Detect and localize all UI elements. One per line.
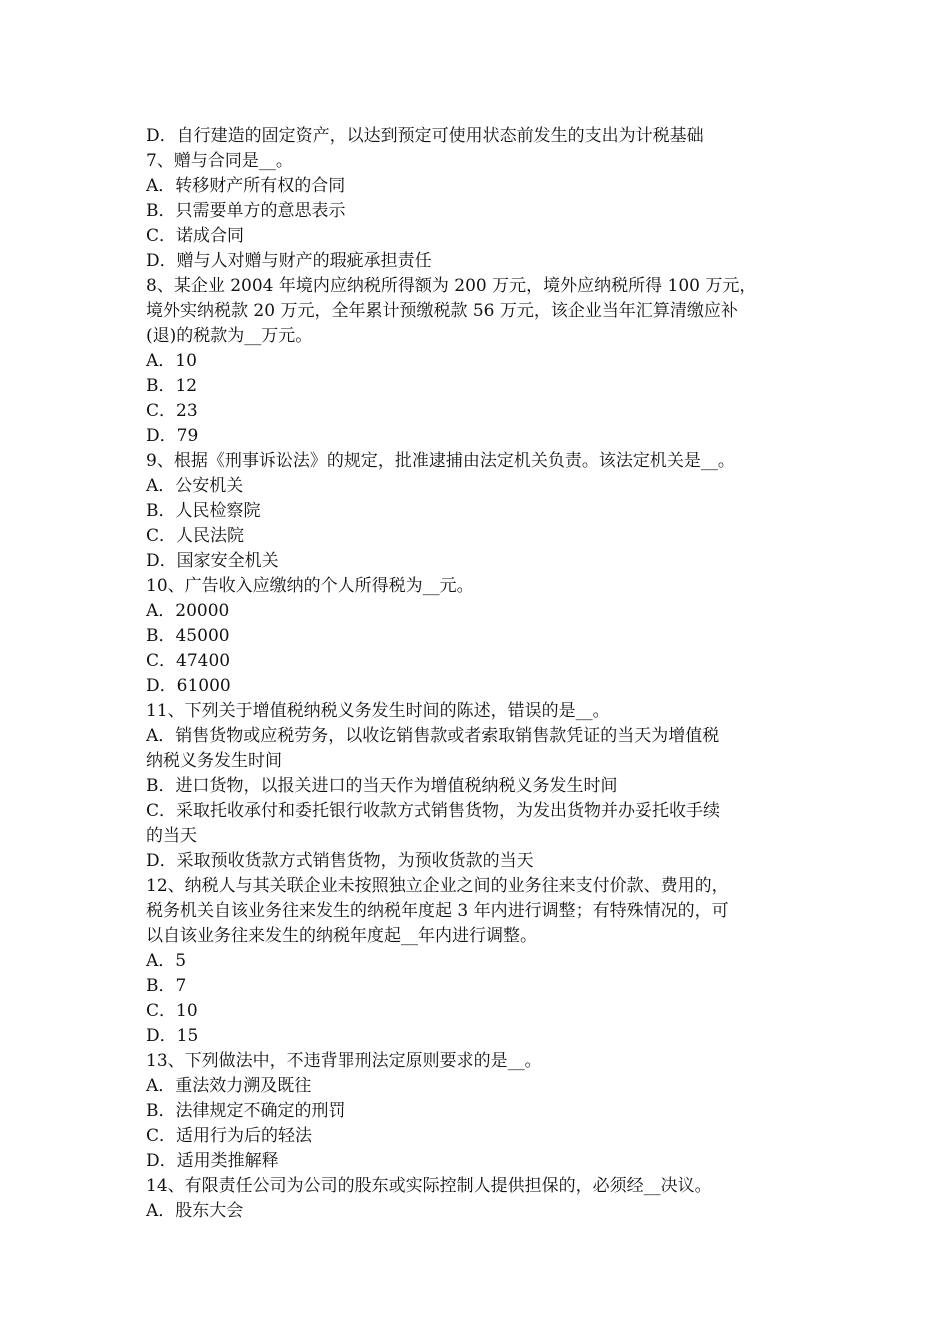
option-line: A．股东大会 bbox=[146, 1201, 244, 1221]
option-line: C．适用行为后的轻法 bbox=[146, 1126, 313, 1146]
option-line: A．重法效力溯及既往 bbox=[146, 1076, 312, 1096]
option-line: D．自行建造的固定资产，以达到预定可使用状态前发生的支出为计税基础 bbox=[146, 126, 704, 146]
option-line: 的当天 bbox=[146, 826, 197, 846]
question-line: 14、有限责任公司为公司的股东或实际控制人提供担保的，必须经__决议。 bbox=[146, 1176, 712, 1196]
question-line: 7、赠与合同是__。 bbox=[146, 151, 293, 171]
option-line: A．公安机关 bbox=[146, 476, 244, 496]
option-line: B．人民检察院 bbox=[146, 501, 261, 521]
question-line: 10、广告收入应缴纳的个人所得税为__元。 bbox=[146, 576, 474, 596]
option-line: A．转移财产所有权的合同 bbox=[146, 176, 346, 196]
option-line: B．7 bbox=[146, 976, 187, 996]
document-page bbox=[146, 124, 818, 1224]
question-line: 税务机关自该业务往来发生的纳税年度起 3 年内进行调整；有特殊情况的，可 bbox=[146, 901, 729, 921]
option-line: C．人民法院 bbox=[146, 526, 245, 546]
option-line: B．只需要单方的意思表示 bbox=[146, 201, 346, 221]
option-line: A．20000 bbox=[146, 601, 230, 621]
option-line: C．23 bbox=[146, 401, 198, 421]
question-line: 12、纳税人与其关联企业未按照独立企业之间的业务往来支付价款、费用的， bbox=[146, 876, 729, 896]
option-line: C．10 bbox=[146, 1001, 198, 1021]
option-line: D．79 bbox=[146, 426, 199, 446]
option-line: D．赠与人对赠与财产的瑕疵承担责任 bbox=[146, 251, 432, 271]
option-line: D．采取预收货款方式销售货物，为预收货款的当天 bbox=[146, 851, 534, 871]
question-line: 8、某企业 2004 年境内应纳税所得额为 200 万元，境外应纳税所得 100 万元， bbox=[146, 276, 757, 296]
option-line: A．5 bbox=[146, 951, 187, 971]
option-line: A．销售货物或应税劳务，以收讫销售款或者索取销售款凭证的当天为增值税 bbox=[146, 726, 720, 746]
question-line: 以自该业务往来发生的纳税年度起__年内进行调整。 bbox=[146, 926, 537, 946]
question-line: 13、下列做法中，不违背罪刑法定原则要求的是__。 bbox=[146, 1051, 542, 1071]
option-line: B．45000 bbox=[146, 626, 230, 646]
option-line: A．10 bbox=[146, 351, 197, 371]
question-line: 境外实纳税款 20 万元，全年累计预缴税款 56 万元，该企业当年汇算清缴应补 bbox=[146, 301, 738, 321]
option-line: 纳税义务发生时间 bbox=[146, 751, 282, 771]
question-line: (退)的税款为__万元。 bbox=[146, 326, 313, 346]
option-line: D．适用类推解释 bbox=[146, 1151, 279, 1171]
option-line: C．采取托收承付和委托银行收款方式销售货物，为发出货物并办妥托收手续 bbox=[146, 801, 721, 821]
question-line: 11、下列关于增值税纳税义务发生时间的陈述，错误的是__。 bbox=[146, 701, 610, 721]
option-line: D．61000 bbox=[146, 676, 231, 696]
option-line: D．15 bbox=[146, 1026, 199, 1046]
option-line: B．12 bbox=[146, 376, 198, 396]
option-line: D．国家安全机关 bbox=[146, 551, 279, 571]
question-line: 9、根据《刑事诉讼法》的规定，批准逮捕由法定机关负责。该法定机关是__。 bbox=[146, 451, 735, 471]
option-line: C．47400 bbox=[146, 651, 231, 671]
option-line: B．法律规定不确定的刑罚 bbox=[146, 1101, 346, 1121]
option-line: B．进口货物，以报关进口的当天作为增值税纳税义务发生时间 bbox=[146, 776, 618, 796]
option-line: C．诺成合同 bbox=[146, 226, 245, 246]
